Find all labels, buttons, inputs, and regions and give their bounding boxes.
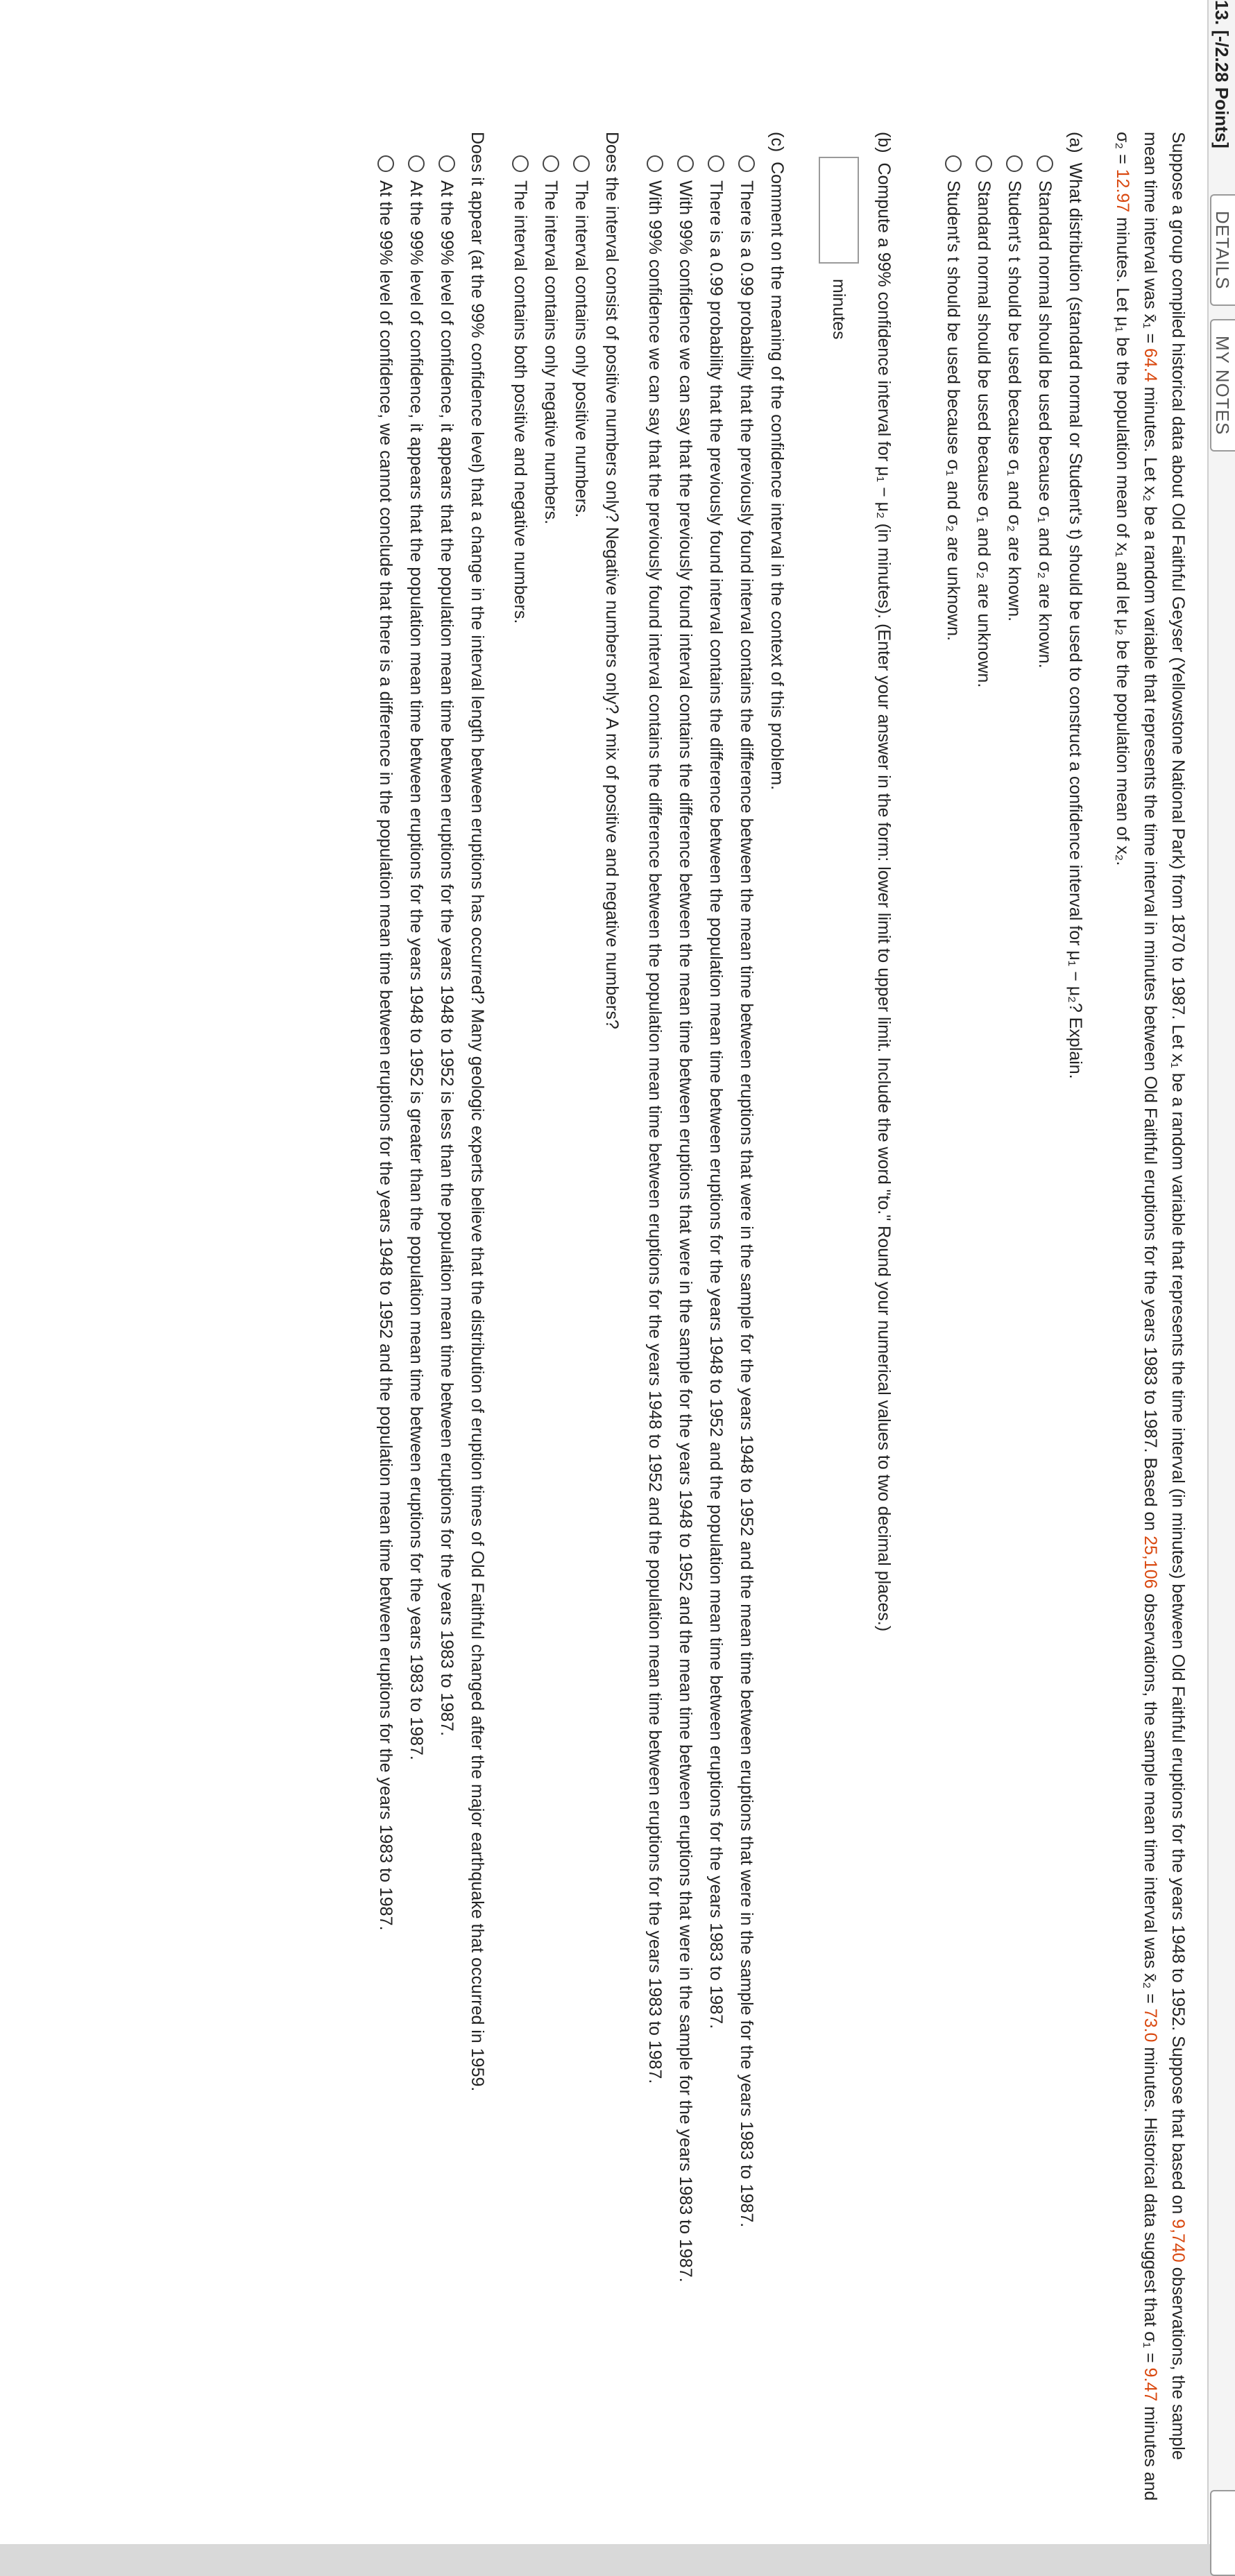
option-label: At the 99% level of confidence, it appears that the population mean time between eruptions for the years 1948 to 1952 is greater than the population mean time between eruptions for the years 1983 to 1987.	[407, 180, 426, 1760]
option-label: Standard normal should be used because σ₁ and σ₂ are unknown.	[974, 180, 994, 688]
question-content	[369, 132, 1192, 2504]
problem-statement	[1109, 132, 1192, 2504]
radio-button[interactable]	[1037, 155, 1053, 172]
part-c	[372, 132, 791, 2504]
part-c-option[interactable]	[702, 155, 730, 2504]
part-c-label: (c)	[767, 132, 787, 153]
part-a-label: (a)	[1066, 132, 1085, 153]
part-c-question-2: Does the interval consist of positive numbers only? Negative numbers only? A mix of positive and negative numbers?	[602, 132, 622, 1029]
sign-option[interactable]	[568, 155, 595, 2504]
part-b	[819, 132, 898, 2504]
radio-button[interactable]	[512, 155, 529, 172]
radio-button[interactable]	[738, 155, 755, 172]
radio-button[interactable]	[647, 155, 663, 172]
part-c-option[interactable]	[733, 155, 760, 2504]
sample-size-1: 9,740	[1168, 2219, 1188, 2262]
question-title: 13. [-/2.28 Points]	[1211, 0, 1232, 148]
answer-row	[819, 157, 859, 2504]
details-button[interactable]: DETAILS	[1210, 194, 1235, 306]
radio-button[interactable]	[573, 155, 590, 172]
radio-button[interactable]	[708, 155, 724, 172]
option-label: The interval contains both positive and negative numbers.	[511, 180, 530, 624]
intro-sentence-1: Suppose a group compiled historical data about Old Faithful Geyser (Yellowstone National Park) from 1870 to 1987. Let x₁ be a random variable that represents the time interval (in minutes) between Old Faithful eruptions for the years 1948 to 1952.	[1168, 132, 1188, 2032]
part-a-option[interactable]	[1000, 155, 1028, 2504]
intro-text: minutes. Let μ₁ be the population mean of x₁ and let μ₂ be the population mean of x₂.	[1113, 212, 1132, 866]
sign-option[interactable]	[537, 155, 565, 2504]
intro-text: Suppose that based on	[1168, 2036, 1188, 2219]
radio-button[interactable]	[543, 155, 559, 172]
option-label: Standard normal should be used because σ₁ and σ₂ are known.	[1035, 180, 1055, 669]
option-label: Student's t should be used because σ₁ and σ₂ are known.	[1005, 180, 1024, 622]
part-b-label: (b)	[874, 132, 894, 153]
option-label: The interval contains only positive numbers.	[572, 180, 591, 518]
option-label: At the 99% level of confidence, it appears that the population mean time between eruptions for the years 1948 to 1952 is less than the population mean time between eruptions for the years 1983 to 1987.	[437, 180, 457, 1737]
part-a-option[interactable]	[1031, 155, 1059, 2504]
radio-button[interactable]	[408, 155, 425, 172]
sample-size-2: 25,106	[1141, 1536, 1160, 1589]
radio-button[interactable]	[945, 155, 962, 172]
part-c-question-3: Does it appear (at the 99% confidence level) that a change in the interval length between eruptions has occurred? Many geologic experts believe that the distribution of eruption times of Old Faithful changed after the major earthquake that occurred in 1959.	[468, 132, 487, 2092]
radio-button[interactable]	[1006, 155, 1023, 172]
sample-mean-2: 73.0	[1141, 2008, 1160, 2043]
intro-text: observations, the sample mean time interval was x̄₂ =	[1141, 1588, 1160, 2009]
part-a-question-text: What distribution (standard normal or Student's t) should be used to construct a confidence interval for μ₁ − μ₂? Explain.	[1066, 162, 1085, 1079]
option-label: Student's t should be used because σ₁ and σ₂ are unknown.	[944, 180, 963, 641]
sample-mean-1: 64.4	[1141, 348, 1160, 382]
part-c-option[interactable]	[641, 155, 669, 2504]
radio-button[interactable]	[677, 155, 694, 172]
part-c-option[interactable]	[672, 155, 699, 2504]
sigma-2: 12.97	[1113, 169, 1132, 213]
question-header-bar	[1207, 0, 1235, 2544]
sign-option[interactable]	[506, 155, 534, 2504]
conclusion-option[interactable]	[402, 155, 430, 2504]
answer-input[interactable]	[819, 157, 859, 264]
option-label: There is a 0.99 probability that the previously found interval contains the difference between the mean time between eruptions that were in the sample for the years 1948 to 1952 and the mean time between eruptions that were in the sample for the years 1983 to 1987.	[737, 180, 756, 2228]
my-notes-button[interactable]: MY NOTES	[1210, 319, 1235, 452]
sigma-1: 9.47	[1141, 2367, 1160, 2402]
conclusion-option[interactable]	[433, 155, 461, 2504]
part-a-option[interactable]	[970, 155, 998, 2504]
option-label: The interval contains only negative numbers.	[541, 180, 561, 525]
radio-button[interactable]	[377, 155, 394, 172]
part-a	[939, 132, 1089, 2504]
ask-teacher-button[interactable]	[1210, 2490, 1235, 2576]
intro-text: minutes and σ₂ =	[1113, 132, 1160, 2501]
option-label: At the 99% level of confidence, we cannot conclude that there is a difference in the population mean time between eruptions for the years 1948 to 1952 and the population mean time between eruptions for the years 1983 to 1987.	[376, 180, 395, 1931]
option-label: With 99% confidence we can say that the previously found interval contains the difference between the population mean time between eruptions for the years 1948 to 1952 and the population mean time between eruptions for the years 1983 to 1987.	[645, 180, 665, 2084]
intro-text: observations, the sample mean time interval was x̄₁ =	[1141, 132, 1188, 2460]
part-b-question	[870, 132, 898, 2504]
intro-text: minutes. Let x₂ be a random variable that represents the time interval in minutes between Old Faithful eruptions for the years 1983 to 1987. Based on	[1141, 381, 1160, 1536]
units-label: minutes	[829, 279, 849, 340]
radio-button[interactable]	[438, 155, 455, 172]
part-c-question	[763, 132, 791, 2504]
intro-text: minutes. Historical data suggest that σ₁ =	[1141, 2042, 1160, 2368]
radio-button[interactable]	[976, 155, 992, 172]
conclusion-option[interactable]	[372, 155, 400, 2504]
part-a-option[interactable]	[939, 155, 967, 2504]
part-b-question-text: Compute a 99% confidence interval for μ₁ − μ₂ (in minutes). (Enter your answer in the form: lower limit to upper limit. Include the word "to." Round your numerical values to two decimal places.)	[874, 162, 894, 1632]
option-label: There is a 0.99 probability that the previously found interval contains the difference between the population mean time between eruptions for the years 1948 to 1952 and the population mean time between eruptions for the years 1983 to 1987.	[706, 180, 726, 2029]
option-label: With 99% confidence we can say that the previously found interval contains the difference between the mean time between eruptions that were in the sample for the years 1948 to 1952 and the mean time between eruptions that were in the sample for the years 1983 to 1987.	[676, 180, 695, 2283]
part-a-question	[1062, 132, 1089, 2504]
part-c-question-text: Comment on the meaning of the confidence interval in the context of this problem.	[767, 162, 787, 791]
